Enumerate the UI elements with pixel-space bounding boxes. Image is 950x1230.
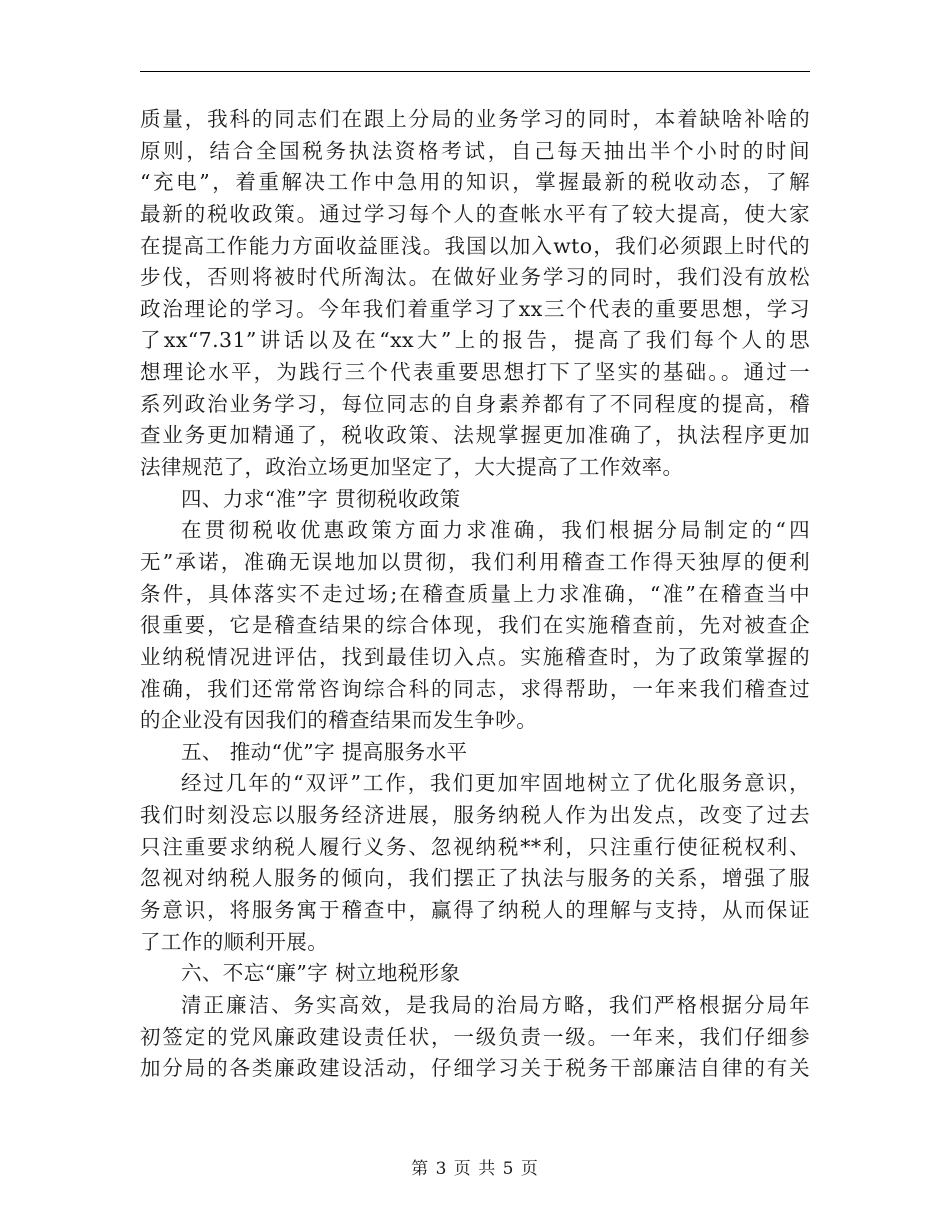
text-line: 只注重要求纳税人履行义务、忽视纳税**利，只注重行使征税权利、 [140,834,810,859]
text-line: 的企业没有因我们的稽查结果而发生争吵。 [140,708,538,733]
text-line: “充电”，着重解决工作中急用的知识，掌握最新的税收动态，了解 [140,170,810,195]
text-line: 政治理论的学习。今年我们着重学习了xx三个代表的重要思想，学习 [140,296,810,321]
text-line: 条件，具体落实不走过场;在稽查质量上力求准确，“准”在稽查当中 [140,581,810,606]
text-line: 了xx“7.31”讲话以及在“xx大”上的报告，提高了我们每个人的思 [140,328,810,353]
text-line: 无”承诺，准确无误地加以贯彻，我们利用稽查工作得天独厚的便利 [140,549,810,574]
document-body [140,104,810,1085]
text-line: 很重要，它是稽查结果的综合体现，我们在实施稽查前，先对被查企 [140,613,810,638]
text-line: 在贯彻税收优惠政策方面力求准确，我们根据分局制定的“四 [181,518,810,543]
paragraph [140,104,810,484]
paragraph [140,990,810,1085]
text-line: 准确，我们还常常咨询综合科的同志，求得帮助，一年来我们稽查过 [140,676,810,701]
text-line: 系列政治业务学习，每位同志的自身素养都有了不同程度的提高，稽 [140,391,810,416]
section-heading: 四、力求“准”字 贯彻税收政策 [181,486,461,511]
paragraph [140,768,810,958]
text-line: 加分局的各类廉政建设活动，仔细学习关于税务干部廉洁自律的有关 [140,1056,810,1081]
text-line: 查业务更加精通了，税收政策、法规掌握更加准确了，执法程序更加 [140,423,810,448]
text-line: 法律规范了，政治立场更加坚定了，大大提高了工作效率。 [140,455,684,480]
text-line: 在提高工作能力方面收益匪浅。我国以加入wto，我们必须跟上时代的 [140,233,810,258]
text-line: 步伐，否则将被时代所淘汰。在做好业务学习的同时，我们没有放松 [140,265,810,290]
header-rule [140,71,810,72]
text-line: 清正廉洁、务实高效，是我局的治局方略，我们严格根据分局年 [181,992,810,1017]
paragraph [140,515,810,736]
text-line: 了工作的顺利开展。 [140,929,329,954]
text-line: 业纳税情况进评估，找到最佳切入点。实施稽查时，为了政策掌握的 [140,644,810,669]
section-heading: 五、 推动“优”字 提高服务水平 [181,739,468,764]
text-line: 我们时刻没忘以服务经济进展，服务纳税人作为出发点，改变了过去 [140,803,810,828]
text-line: 质量，我科的同志们在跟上分局的业务学习的同时，本着缺啥补啥的 [140,107,810,131]
text-line: 经过几年的“双评”工作，我们更加牢固地树立了优化服务意识， [181,771,810,796]
text-line: 初签定的党风廉政建设责任状，一级负责一级。一年来，我们仔细参 [140,1024,810,1049]
text-line: 原则，结合全国税务执法资格考试，自己每天抽出半个小时的时间 [140,138,810,163]
text-line: 忽视对纳税人服务的倾向，我们摆正了执法与服务的关系，增强了服 [140,866,810,891]
page-number-footer: 第 3 页 共 5 页 [411,1159,539,1179]
text-line: 务意识，将服务寓于稽查中，赢得了纳税人的理解与支持，从而保证 [140,898,810,923]
text-line: 想理论水平，为践行三个代表重要思想打下了坚实的基础。。通过一 [140,360,810,385]
text-line: 最新的税收政策。通过学习每个人的查帐水平有了较大提高，使大家 [140,201,810,226]
section-heading: 六、不忘“廉”字 树立地税形象 [181,961,461,986]
